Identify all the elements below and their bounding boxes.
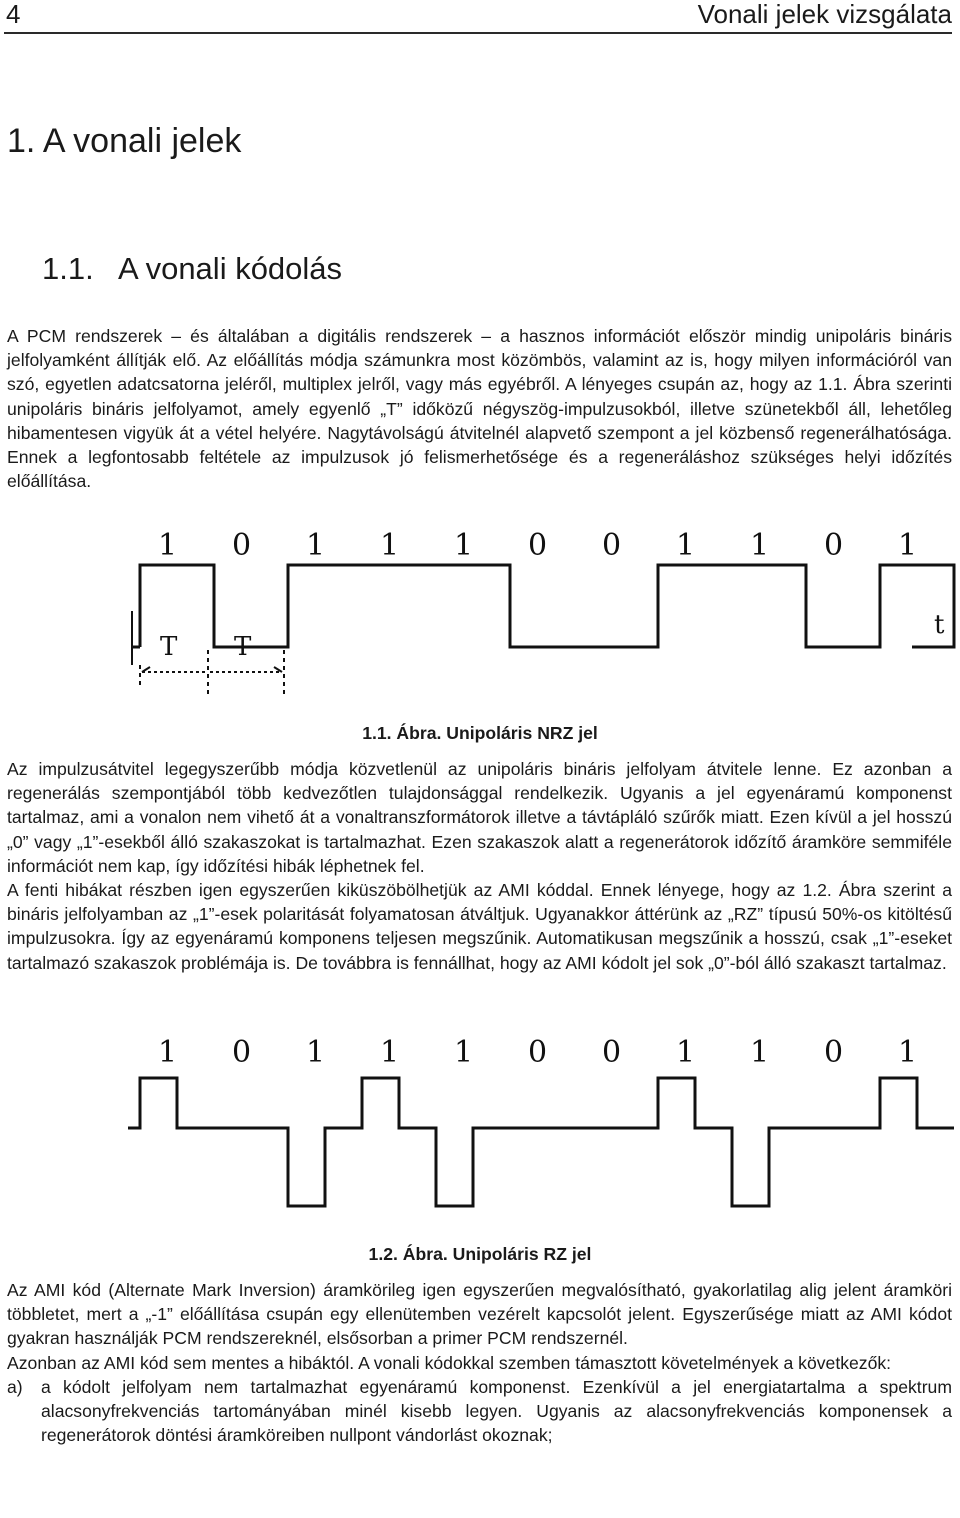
bit-label: 1 (454, 1035, 474, 1070)
bit-labels (158, 528, 917, 563)
list-item (7, 1375, 952, 1448)
paragraph-text: Azonban az AMI kód sem mentes a hibáktól. A vonali kódokkal szemben támasztott követelmények a következők: (7, 1352, 892, 1373)
subsection-title: A vonali kódolás (118, 251, 343, 286)
bit-label: 0 (824, 528, 844, 563)
list-item-label: a) (7, 1376, 23, 1397)
bit-label: 1 (676, 528, 696, 563)
rz-waveform (128, 1078, 954, 1206)
bit-label: 1 (898, 1035, 918, 1070)
bit-label: 0 (824, 1035, 844, 1070)
bit-label: 1 (306, 528, 326, 563)
section-heading: 1. A vonali jelek (7, 122, 242, 160)
rz-signal-figure (0, 1028, 960, 1238)
bit-label: 0 (528, 528, 548, 563)
bit-label: 1 (750, 528, 770, 563)
paragraph-ami (7, 1278, 952, 1447)
list-item-text: a kódolt jelfolyam nem tartalmazhat egyenáramú komponenst. Ezenkívül a jel energiatartalma a spektrum alacsonyfrekvenciás tartományában minél kisebb legyen. Ugyanis az alacsonyfrekvenciás komponensek a regenerátorok döntési áramköreiben nullpont vándorlást okoznak; (41, 1376, 952, 1446)
period-label-1: T (160, 632, 178, 662)
paragraph-text: Az AMI kód (Alternate Mark Inversion) áramkörileg igen egyszerűen megvalósítható, gyakorlatilag alig jelent áramköri többletet, mert a „-1” előállítása csupán egy ellenütemben vezérelt kapcsolót jelent. Egyszerűsége miatt az AMI kódot gyakran használják PCM rendszereknél, elsősorban a primer PCM rendszernél. (7, 1280, 952, 1349)
bit-label: 0 (602, 1035, 622, 1070)
nrz-pulse-train (140, 565, 954, 647)
figure-caption-2: 1.2. Ábra. Unipoláris RZ jel (368, 1244, 592, 1264)
nrz-signal-figure (0, 525, 960, 725)
paragraph-text: A fenti hibákat részben igen egyszerűen kiküszöbölhetjük az AMI kóddal. Ennek lényege, hogy az 1.2. Ábra szerint a bináris jelfolyamban az „1”-esek polaritását folyamatosan átváltjuk. Ugyanakkor áttérünk az „RZ” típusú 50%-os kitöltésű impulzusokra. Így az egyenáramú komponens teljesen megszűnik. Automatikusan megszűnik a hosszú, csak „1”-eseket tartalmazó szakaszok problémája is. De továbbra is fennállhat, hogy az AMI kódolt jel sok „0”-ból álló szakaszt tartalmaz. (7, 880, 952, 973)
bit-label: 0 (528, 1035, 548, 1070)
paragraph-intro (7, 324, 952, 493)
figure-caption-1: 1.1. Ábra. Unipoláris NRZ jel (362, 723, 598, 743)
bit-label: 1 (380, 1035, 400, 1070)
page-header (4, 0, 952, 34)
bit-label: 1 (898, 528, 918, 563)
bit-label: 0 (232, 1035, 252, 1070)
bit-label: 1 (454, 528, 474, 563)
running-title: Vonali jelek vizsgálata (697, 0, 952, 29)
bit-label: 1 (158, 528, 178, 563)
period-label-2: T (234, 632, 252, 662)
paragraph-text: Az impulzusátvitel legegyszerűbb módja közvetlenül az unipoláris bináris jelfolyam átvitele lenne. Ez azonban a regenerálás szempontjából több kedvezőtlen tulajdonsággal rendelkezik. Ugyanis a jel egyenáramú komponenst tartalmaz, ami a vonalon nem vihető át a vonaltranszformátorok illetve a távtápláló szűrők miatt. Ezen kívül a jel hosszú „0” vagy „1”-esekből álló szakaszokat is tartalmazhat. Ezen szakaszok alatt a regenerátorok időzítő áramköre semmiféle információt nem kap, így időzítési hibák léphetnek fel. (7, 759, 952, 876)
time-axis-label: t (934, 610, 945, 640)
bit-labels (158, 1035, 917, 1070)
paragraph-text: A PCM rendszerek – és általában a digitális rendszerek – a hasznos információt először mindig unipoláris bináris jelfolyamként állítják elő. Az előállítás módja számunkra most közömbös, valamint az is, hogy milyen információról van szó, egyetlen adatcsatorna jeléről, multiplex jelről, vagy más egyébről. A lényeges csupán az, hogy az 1.1. Ábra szerinti unipoláris bináris jelfolyamot, amely egyenlő „T” időközű négyszög-impulzusokból, illetve szünetekből áll, lehetőleg hibamentesen vigyük át a vétel helyére. Nagytávolságú átvitelnél alapvető szempont a jel közbenső regenerálhatósága. Ennek a legfontosabb feltétele az impulzusok jó felismerhetősége és a regeneráláshoz szükséges helyi időzítés előállítása. (7, 326, 952, 492)
bit-label: 1 (380, 528, 400, 563)
bit-label: 1 (158, 1035, 178, 1070)
page-number: 4 (6, 0, 21, 29)
bit-label: 1 (750, 1035, 770, 1070)
subsection-number: 1.1. (42, 251, 94, 286)
bit-label: 1 (306, 1035, 326, 1070)
subsection-heading (42, 251, 342, 287)
bit-label: 0 (232, 528, 252, 563)
bit-label: 0 (602, 528, 622, 563)
paragraph-nrz-discussion (7, 757, 952, 975)
bit-label: 1 (676, 1035, 696, 1070)
